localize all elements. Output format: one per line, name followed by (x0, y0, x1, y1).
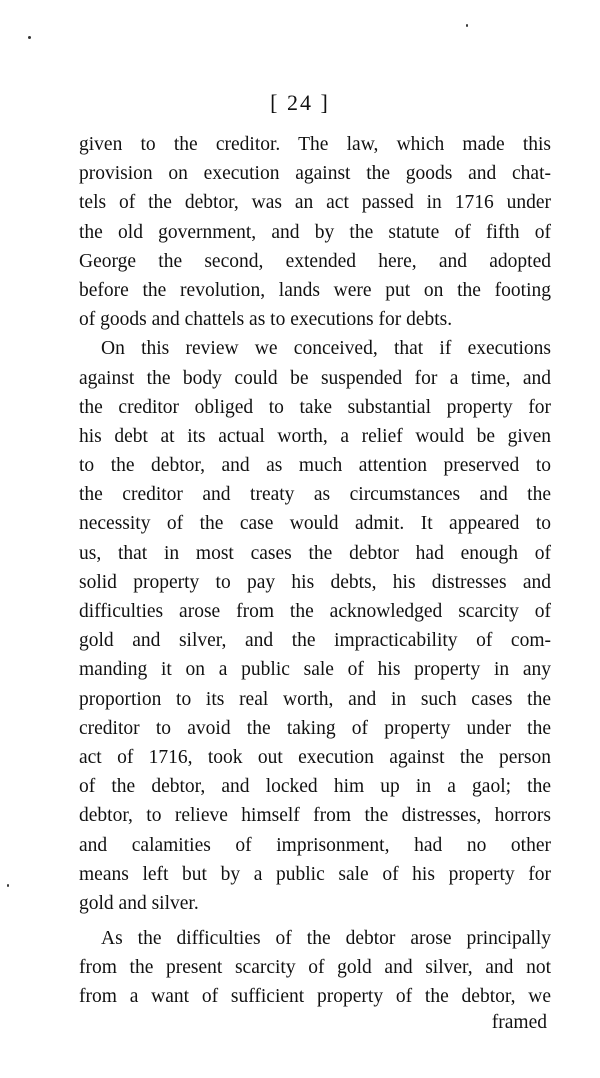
text-line: On this review we conceived, that if executions (101, 338, 551, 360)
text-line: of goods and chattels as to executions for debts. (79, 309, 453, 331)
text-line: of the debtor, and locked him up in a gaol; the (79, 776, 551, 798)
text-line: to the debtor, and as much attention preserved to (79, 455, 551, 477)
text-line: before the revolution, lands were put on the footing (79, 279, 551, 301)
text-line: act of 1716, took out execution against the person (79, 746, 551, 768)
text-line: tels of the debtor, was an act passed in 1716 under (79, 192, 551, 214)
text-line: provision on execution against the goods and chat- (79, 163, 551, 185)
text-line: given to the creditor. The law, which made this (79, 134, 551, 155)
text-line: from a want of sufficient property of the debtor, we (79, 986, 551, 1008)
text-line: and calamities of imprisonment, had no other (79, 834, 551, 856)
text-line: from the present scarcity of gold and silver, and not (79, 957, 551, 979)
body-text (79, 130, 551, 1012)
text-line: us, that in most cases the debtor had enough of (79, 542, 551, 564)
text-line: against the body could be suspended for a time, and (79, 367, 551, 389)
text-line: debtor, to relieve himself from the distresses, horrors (79, 805, 551, 827)
text-line: proportion to its real worth, and in such cases the (79, 688, 551, 710)
text-line: the creditor and treaty as circumstances and the (79, 484, 551, 506)
text-line: difficulties arose from the acknowledged scarcity of (79, 601, 551, 622)
paragraph (79, 924, 551, 1012)
paragraph (79, 130, 551, 334)
page-number: [ 24 ] (270, 90, 330, 115)
text-line: necessity of the case would admit. It appeared to (79, 513, 551, 535)
text-line: solid property to pay his debts, his distresses and (79, 571, 551, 593)
text-line: George the second, extended here, and adopted (79, 250, 551, 272)
scan-speck (7, 884, 9, 887)
text-line: the old government, and by the statute of fifth of (79, 221, 551, 243)
text-line: gold and silver. (79, 892, 199, 914)
scan-speck (466, 24, 468, 27)
text-line: gold and silver, and the impracticability of com- (79, 630, 551, 652)
text-line: As the difficulties of the debtor arose principally (101, 928, 551, 950)
catchword: framed (491, 1012, 547, 1033)
text-line: means left but by a public sale of his property for (79, 863, 551, 885)
text-line: the creditor obliged to take substantial property for (79, 396, 551, 418)
scan-speck (28, 36, 31, 39)
text-line: manding it on a public sale of his property in any (79, 659, 551, 681)
text-line: his debt at its actual worth, a relief would be given (79, 425, 551, 447)
paragraph (79, 334, 551, 918)
text-line: creditor to avoid the taking of property under the (79, 717, 551, 739)
